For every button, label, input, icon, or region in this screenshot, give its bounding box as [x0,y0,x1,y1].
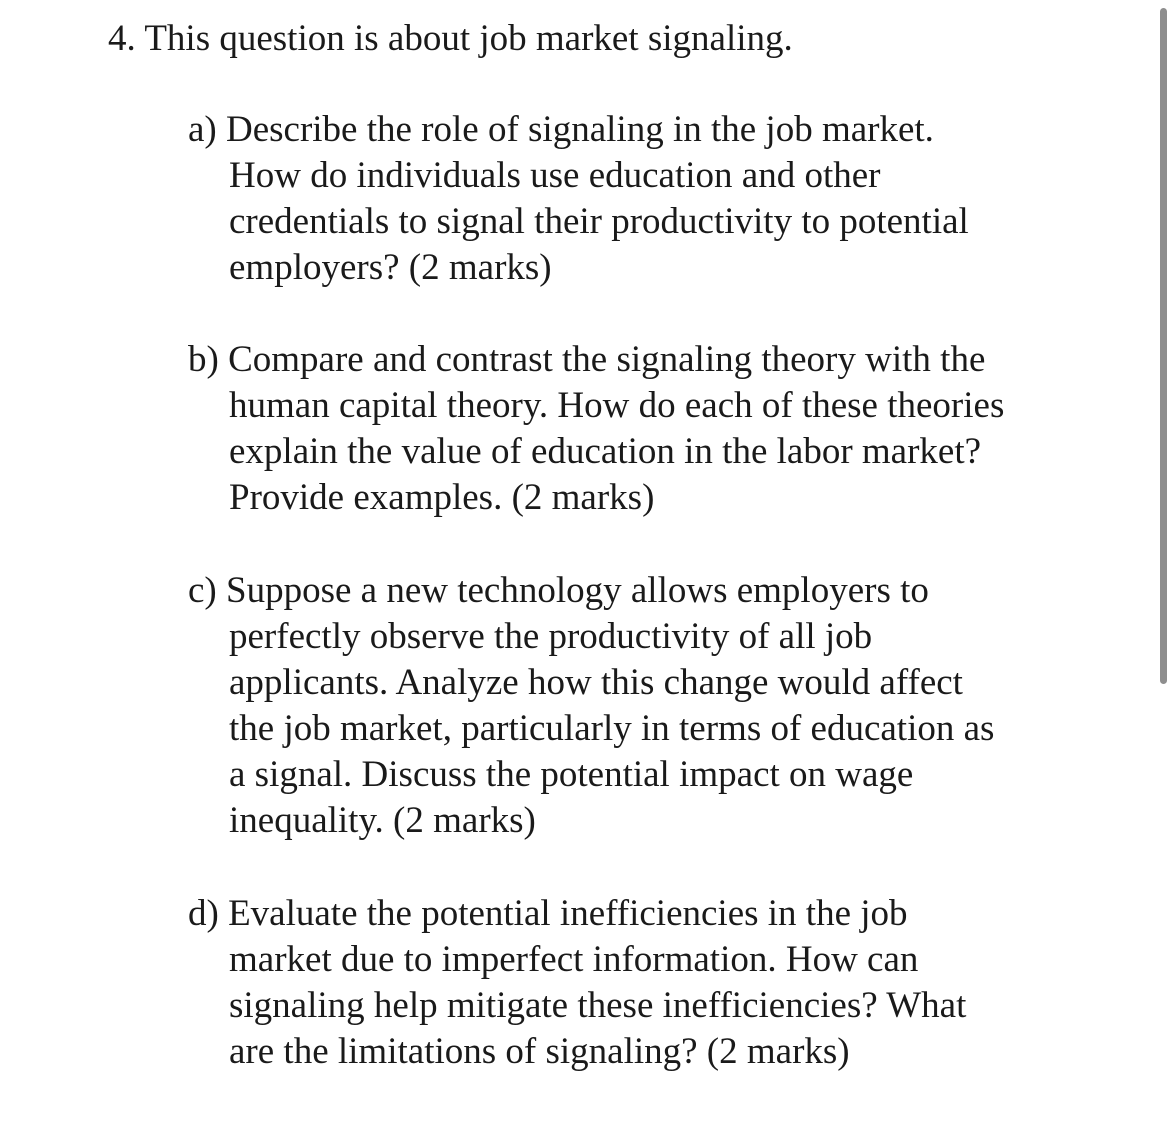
part-d-line: market due to imperfect information. How can [229,939,919,980]
part-a-line: How do individuals use education and other [229,155,881,196]
part-d-line: are the limitations of signaling? (2 marks) [229,1031,850,1072]
part-c-line: c) Suppose a new technology allows employers to [188,570,929,611]
part-d-line: d) Evaluate the potential inefficiencies in the job [188,893,908,934]
part-c-line: applicants. Analyze how this change would affect [229,662,963,703]
part-b-line: Provide examples. (2 marks) [229,477,655,518]
part-c-line: the job market, particularly in terms of education as [229,708,995,749]
part-a-line: a) Describe the role of signaling in the job market. [188,109,934,150]
part-b-line: b) Compare and contrast the signaling theory with the [188,339,986,380]
part-c-line: perfectly observe the productivity of all job [229,616,873,657]
part-a [188,107,1088,291]
vertical-scrollbar[interactable] [1154,0,1170,1126]
part-b-line: explain the value of education in the labor market? [229,431,982,472]
part-a-line: employers? (2 marks) [229,247,552,288]
part-a-line: credentials to signal their productivity to potential [229,201,969,242]
part-b-line: human capital theory. How do each of these theories [229,385,1005,426]
question-title: 4. This question is about job market signaling. [108,18,793,59]
scrollbar-thumb[interactable] [1160,8,1167,684]
part-b [188,337,1088,521]
part-c [188,568,1088,844]
part-c-line: a signal. Discuss the potential impact on wage [229,754,914,795]
part-c-line: inequality. (2 marks) [229,800,536,841]
part-d [188,891,1088,1075]
part-d-line: signaling help mitigate these inefficiencies? What [229,985,967,1026]
